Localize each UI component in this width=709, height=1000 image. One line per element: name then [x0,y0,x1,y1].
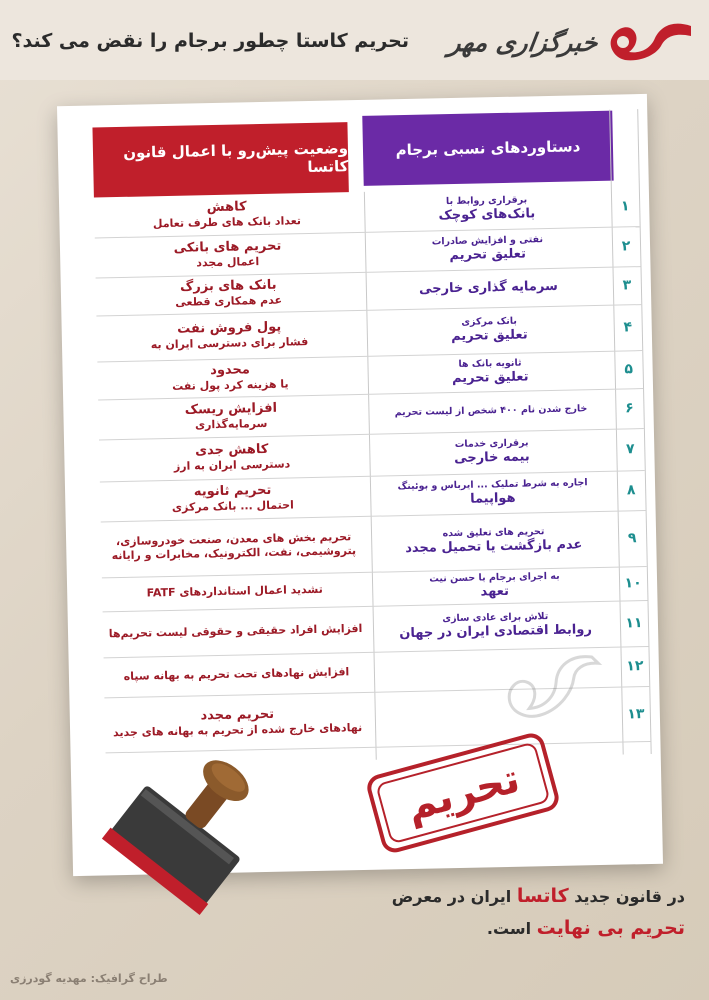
closing-highlight: کاتسا [516,885,569,907]
row-number: ۵ [624,361,634,378]
row-number: ۳ [622,277,632,294]
outlook-cell [97,356,363,400]
achievement-main: روابط اقتصادی ایران در جهان [399,621,593,642]
achievement-cell [366,267,612,310]
achievement-main: تعلیق تحریم [449,246,527,263]
achievement-cell [369,429,615,476]
achievement-cell [365,227,611,272]
achievement-cell [364,187,610,232]
outlook-main: تحریم ثانویه [193,482,272,500]
achievement-cell [367,351,613,394]
achievement-detail: نفتی و افزایش صادرات [431,234,544,248]
row-number: ۱۳ [627,705,645,722]
achievement-detail: اجاره به شرط تملیک ... ایرباس و بوئینگ [397,477,588,493]
outlook-main: کاهش جدی [195,441,269,459]
achievement-cell [368,389,614,434]
designer-credit: طراح گرافیک: مهدیه گودرزی [10,972,168,985]
closing-text: در قانون جدید [574,887,685,906]
achievement-main: عدم بازگشت یا تحمیل مجدد [405,537,583,556]
row-number: ۲ [621,238,631,255]
sanction-stamp-print [364,730,562,855]
outlook-cell [101,516,367,578]
achievement-main: تعلیق تحریم [451,327,528,344]
closing-line-1 [325,880,685,912]
closing-text: است. [486,919,532,939]
achievement-detail: برقراری خدمات [454,437,529,450]
achievement-detail: تحریم های تعلیق شده [442,526,545,540]
mehr-logo-icon [603,18,695,64]
headline: تحریم کاستا چطور برجام را نقض می کند؟ [11,30,409,52]
outlook-detail: تعداد بانک های طرف تعامل [152,214,302,231]
outlook-detail: افزایش افراد حقیقی و حقوقی لیست تحریم‌ها [108,622,363,641]
achievement-main: بیمه خارجی [454,449,530,466]
rubber-stamp-icon [30,740,290,990]
row-number: ۶ [625,400,634,417]
outlook-cell [95,232,361,278]
achievement-detail: ثانویه بانک ها [458,357,522,370]
column-header-achievements: دستاوردهای نسبی برجام [362,111,613,186]
achievement-detail: بانک مرکزی [461,315,518,328]
outlook-cell [103,606,369,658]
achievement-main: بانک‌های کوچک [438,206,536,224]
brand-name: خبرگزاری مهر [446,28,600,57]
outlook-detail: عدم همکاری قطعی [175,293,283,310]
outlook-main: افزایش ریسک [184,400,278,418]
stamp-text: تحریم [401,755,525,831]
row-number: ۱۲ [626,658,644,675]
row-number: ۱۰ [624,575,642,592]
closing-text: ایران در معرض [391,887,512,906]
row-number: ۱۱ [625,615,643,632]
outlook-cell [104,652,370,698]
row-number: ۷ [625,441,635,458]
outlook-main: محدود [210,362,251,379]
outlook-cell [94,192,360,238]
outlook-main: تحریم مجدد [200,706,275,723]
closing-highlight: تحریم بی نهایت [536,917,685,940]
outlook-main: پول فروش نفت [177,319,282,337]
outlook-detail: فشار برای دسترسی ایران به [150,335,309,352]
outlook-detail: سرمایه‌گذاری [194,417,268,432]
row-number: ۴ [623,319,633,336]
achievement-cell [370,471,616,516]
outlook-cell [96,272,362,316]
row-number: ۹ [627,530,637,547]
achievement-detail: به اجرای برجام با حسن نیت [429,570,560,585]
achievement-detail: تلاش برای عادی سازی [442,611,549,625]
achievement-main: تعلیق تحریم [451,369,529,386]
outlook-detail: احتمال ... بانک مرکزی [171,498,294,515]
closing-line-2 [325,912,685,944]
achievement-cell [366,305,612,356]
achievement-detail: خارج شدن نام ۴۰۰ شخص از لیست تحریم [394,403,588,419]
outlook-detail: یا هزینه کرد پول نفت [172,377,289,394]
achievement-main: تعهد [480,583,510,600]
outlook-cell [102,572,368,612]
outlook-detail: دسترسی ایران به ارز [173,457,291,474]
outlook-main: بانک های بزرگ [179,277,277,295]
achievement-cell [371,511,617,572]
outlook-cell [98,394,364,440]
outlook-main: تحریم های بانکی [173,238,282,256]
achievement-main: سرمایه گذاری خارجی [418,278,558,297]
outlook-detail: تشدید اعمال استانداردهای FATF [146,582,323,600]
achievement-cell [372,567,618,606]
outlook-cell [96,310,362,362]
outlook-main: کاهش [206,199,247,216]
column-header-outlook: وضعیت پیش‌رو با اعمال قانون کاتسا [92,122,348,197]
outlook-detail: نهادهای خارج شده از تحریم به بهانه های جدید [112,720,363,739]
outlook-detail: افزایش نهادهای تحت تحریم به بهانه سپاه [123,665,350,684]
row-number: ۱ [620,198,630,215]
closing-statement [325,880,685,945]
outlook-cell [99,434,365,482]
outlook-cell [100,476,366,522]
outlook-detail: اعمال مجدد [196,255,260,270]
outlook-detail: تحریم بخش های معدن، صنعت خودروسازی، پتروشیمی، نفت، الکترونیک، مخابرات و رایانه [111,530,357,563]
achievement-main: هواپیما [469,490,516,507]
row-number: ۸ [626,482,636,499]
brand-logo [445,12,695,72]
achievement-detail: برقراری روابط با [445,194,528,208]
